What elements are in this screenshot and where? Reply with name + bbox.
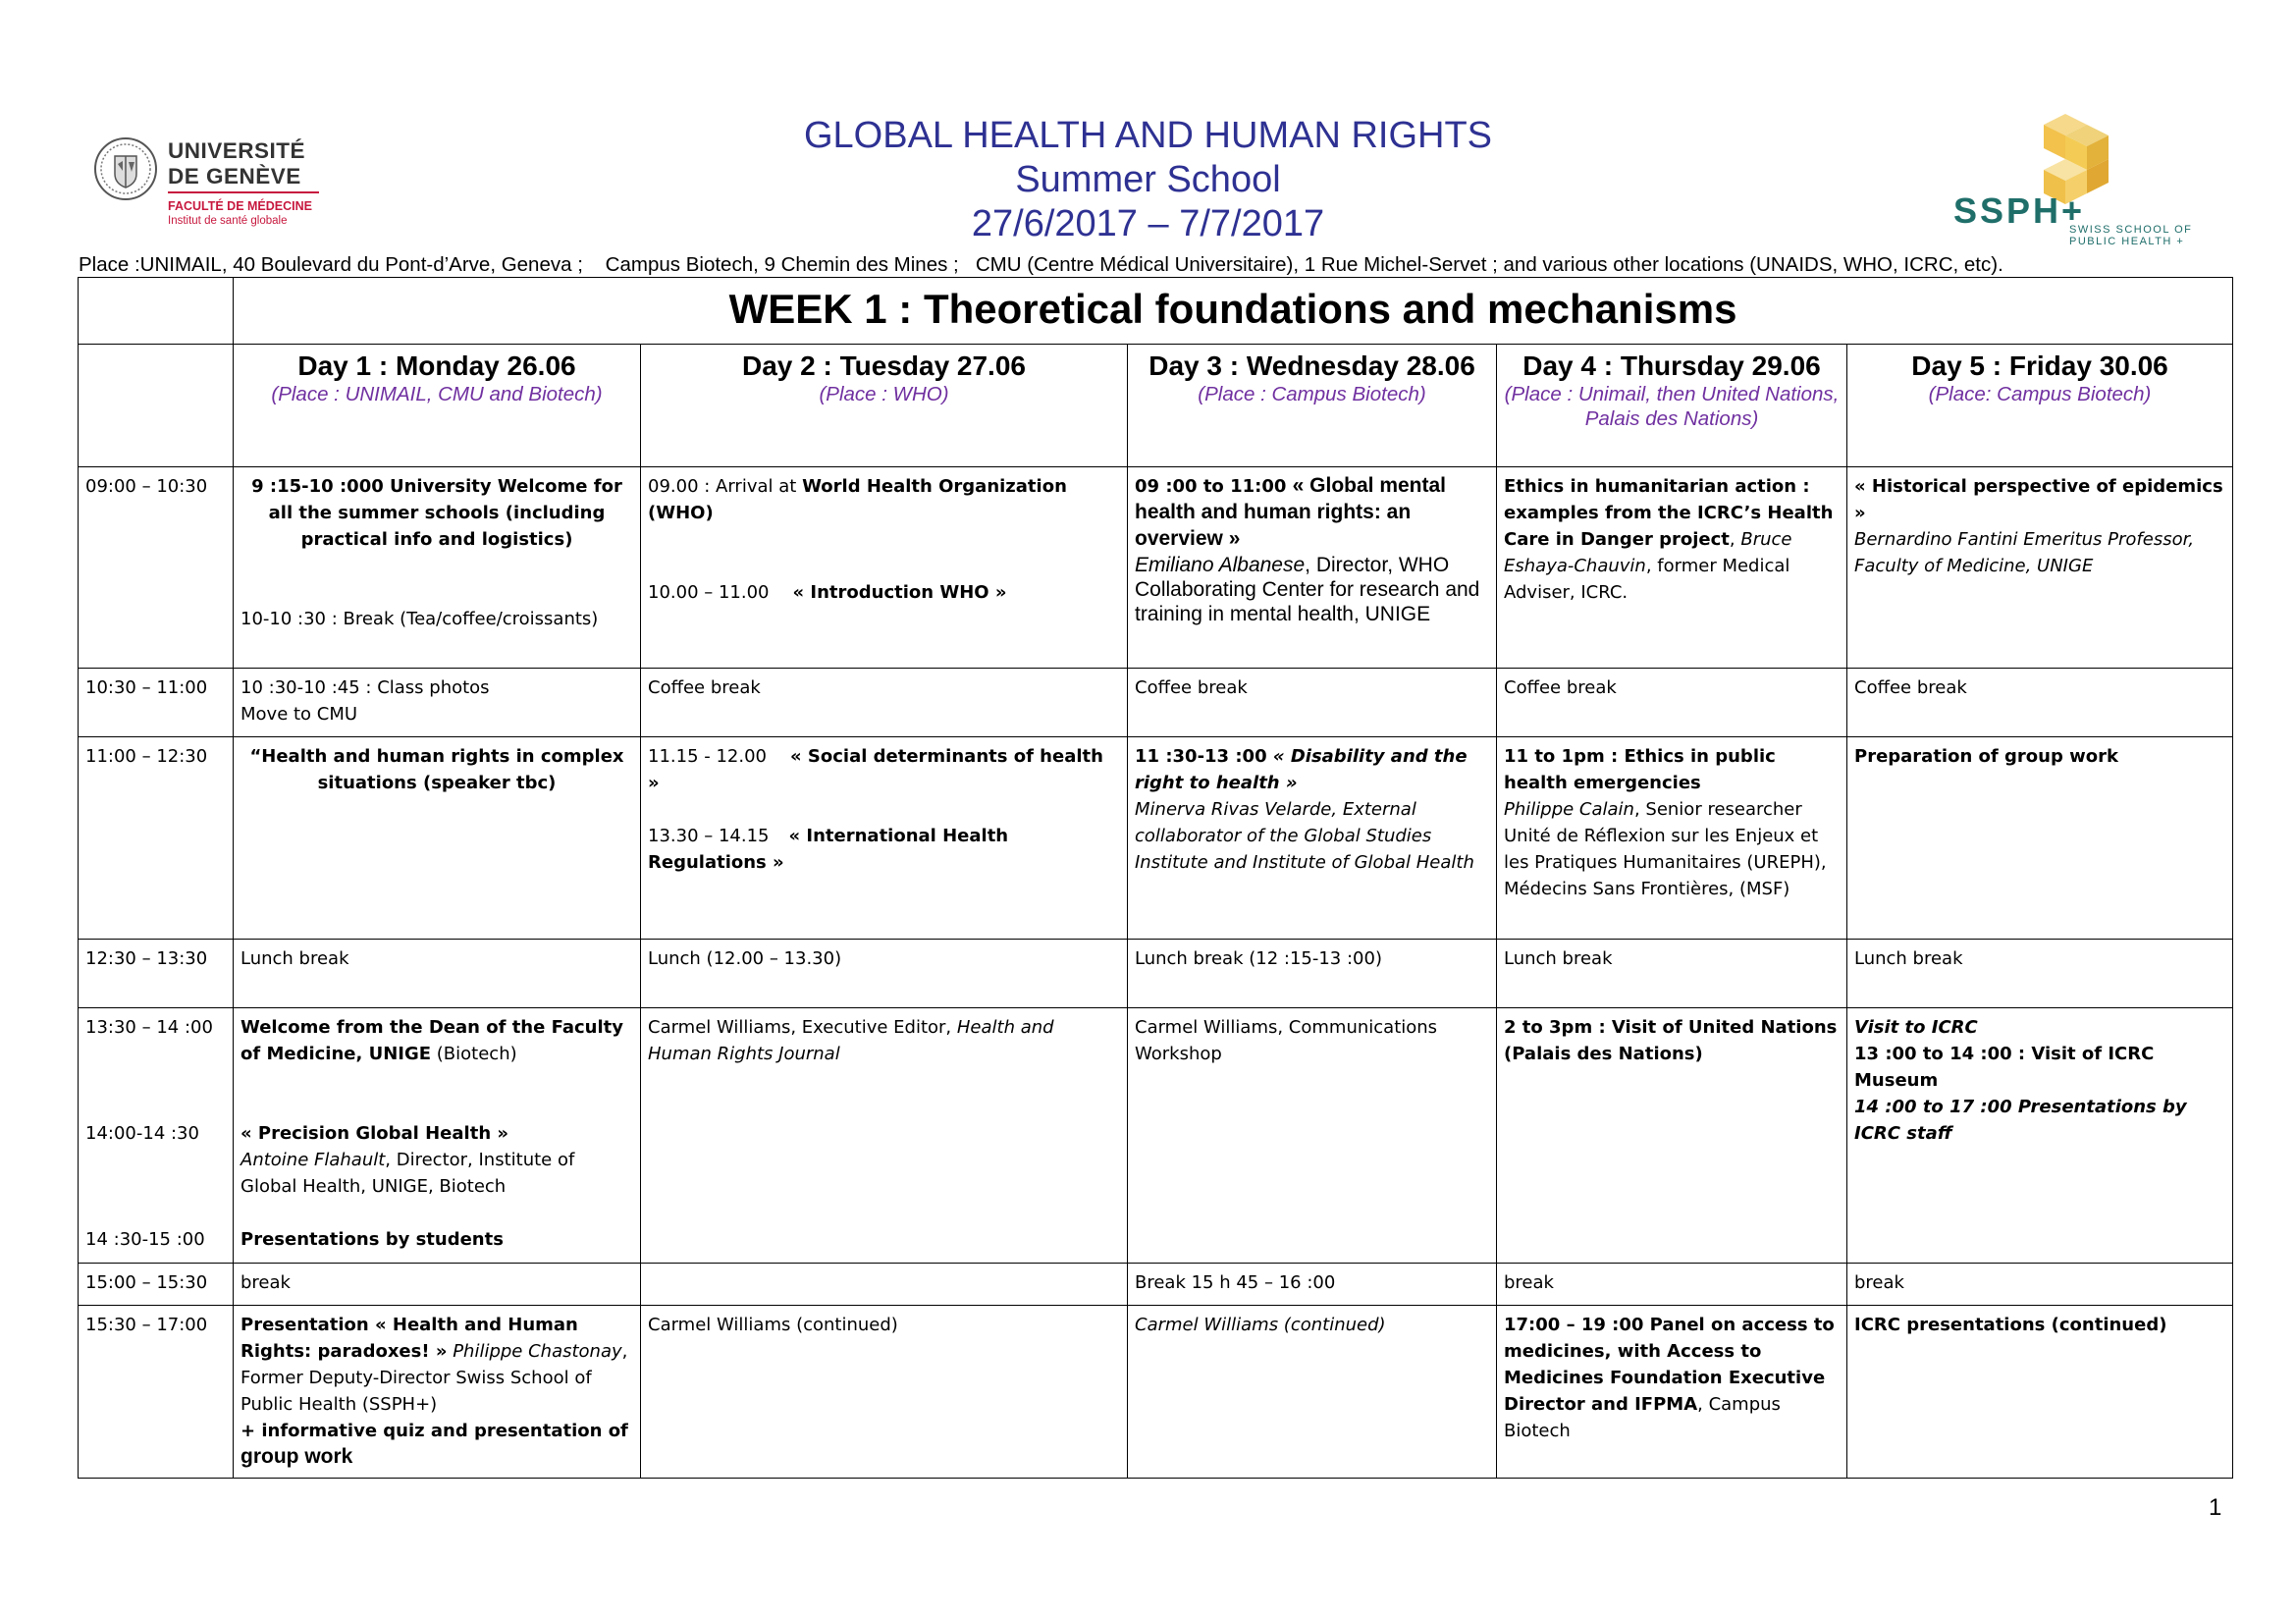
- session-title: Visit to ICRC: [1854, 1017, 1978, 1038]
- day-header-1: [234, 345, 641, 467]
- page-dates: 27/6/2017 – 7/7/2017: [971, 203, 1325, 244]
- speaker-desc: Minerva Rivas Velarde, External collaborator of the Global Studies Institute and Institute of Global Health: [1135, 799, 1474, 873]
- session-cell: Lunch break: [1497, 940, 1847, 1008]
- day-title: Day 3 : Wednesday 28.06: [1148, 350, 1475, 381]
- session-text: Move to CMU: [240, 704, 358, 725]
- speaker-desc: Bernardino Fantini Emeritus Professor, Faculty of Medicine, UNIGE: [1854, 529, 2195, 576]
- session-text: 9 :15-10 :000 University Welcome for all the summer schools (including practical info and logistics): [251, 476, 622, 550]
- session-cell: Carmel Williams (continued): [1128, 1306, 1497, 1479]
- session-cell: Carmel Williams, Communications Workshop: [1128, 1008, 1497, 1264]
- place-line: Place :UNIMAIL, 40 Boulevard du Pont-d’Arve, Geneva ; Campus Biotech, 9 Chemin des Mines ; CMU (Centre Médical Universitaire), 1 Rue Michel-Servet ; and various other locations (UNAIDS, WHO, ICRC, etc).: [79, 253, 2003, 276]
- session-cell: [641, 467, 1128, 669]
- day-place: (Place : UNIMAIL, CMU and Biotech): [271, 383, 603, 405]
- journal-name: Health and Human Rights Journal: [648, 1017, 1054, 1064]
- day-header-row: [79, 345, 2233, 467]
- session-line: [1135, 743, 1489, 796]
- speaker-name: Antoine Flahault: [240, 1150, 386, 1170]
- session-title: « Disability and the right to health »: [1135, 746, 1468, 793]
- day-header-5: [1847, 345, 2233, 467]
- session-cell: [641, 1264, 1128, 1306]
- day-place: (Place: Campus Biotech): [1928, 383, 2152, 405]
- session-text: 14 :00 to 17 :00 Presentations by ICRC staff: [1854, 1097, 2187, 1144]
- session-time: 09 :00 to 11:00: [1135, 476, 1293, 497]
- day-place: (Place : WHO): [819, 383, 949, 405]
- session-title: « Precision Global Health »: [240, 1123, 509, 1144]
- schedule-row: [79, 669, 2233, 737]
- session-place: (Biotech): [431, 1044, 517, 1064]
- session-line: [240, 1147, 633, 1200]
- session-title: « Introduction WHO »: [792, 582, 1007, 603]
- day-header-4: [1497, 345, 1847, 467]
- session-cell: [1847, 737, 2233, 940]
- session-cell: Lunch break: [1847, 940, 2233, 1008]
- session-cell: [234, 1306, 641, 1479]
- session-title: Ethics in humanitarian action : examples from the ICRC’s Health Care in Danger project: [1504, 476, 1834, 550]
- time-cell: 12:30 – 13:30: [79, 940, 234, 1008]
- session-title: « Historical perspective of epidemics »: [1854, 476, 2223, 523]
- schedule-row: [79, 940, 2233, 1008]
- session-cell: [1847, 1008, 2233, 1264]
- speaker-desc: , Senior researcher Unité de Réflexion sur les Enjeux et les Pratiques Humanitaires (UREPH), Médecins Sans Frontières, (MSF): [1504, 799, 1827, 899]
- session-title: « Social determinants of health »: [648, 746, 1103, 793]
- session-text: 13 :00 to 14 :00 : Visit of ICRC Museum: [1854, 1044, 2155, 1091]
- session-line: [1135, 473, 1489, 553]
- day-header-corner: [79, 345, 234, 467]
- session-cell: [1497, 737, 1847, 940]
- session-cell: [1497, 1306, 1847, 1479]
- week-row: [79, 278, 2233, 345]
- session-title: « Global mental health and human rights: an overview »: [1135, 474, 1447, 550]
- page-number: 1: [2209, 1494, 2222, 1521]
- session-time: 11.15 - 12.00: [648, 746, 767, 767]
- day-title: Day 2 : Tuesday 27.06: [742, 350, 1026, 381]
- session-cell: Lunch break (12 :15-13 :00): [1128, 940, 1497, 1008]
- session-cell: break: [1847, 1264, 2233, 1306]
- schedule-table: [78, 277, 2233, 1479]
- title-block: [0, 114, 2296, 246]
- time-cell: 15:00 – 15:30: [79, 1264, 234, 1306]
- session-time: 09.00 : Arrival at: [648, 476, 803, 497]
- week-title: WEEK 1 : Theoretical foundations and mechanisms: [234, 278, 2233, 345]
- session-line: [240, 1312, 633, 1418]
- session-title: 17:00 – 19 :00 Panel on access to medicines, with Access to Medicines Foundation Executive Director and IFPMA: [1504, 1315, 1835, 1415]
- session-line: [240, 1014, 633, 1067]
- session-title: 11 to 1pm : Ethics in public health emergencies: [1504, 746, 1776, 793]
- session-text: 10-10 :30 : Break (Tea/coffee/croissants): [240, 609, 599, 629]
- ssph-name: SSPH+: [1953, 190, 2086, 231]
- unige-institute: Institut de santé globale: [168, 215, 288, 227]
- session-line: [648, 743, 1120, 796]
- day-header-2: [641, 345, 1128, 467]
- session-cell: Coffee break: [641, 669, 1128, 737]
- session-line: [1504, 473, 1840, 606]
- session-title: Welcome from the Dean of the Faculty of Medicine, UNIGE: [240, 1017, 623, 1064]
- time-cell: 11:00 – 12:30: [79, 737, 234, 940]
- speaker-desc: , Director, WHO Collaborating Center for research and training in mental health, UNIGE: [1135, 554, 1480, 625]
- week-corner-cell: [79, 278, 234, 345]
- session-cell: [234, 737, 641, 940]
- session-line: [1504, 796, 1840, 902]
- time-cell: [79, 1008, 234, 1264]
- session-cell: [234, 467, 641, 669]
- session-line: [648, 823, 1120, 876]
- session-cell: [1847, 467, 2233, 669]
- day-place: (Place : Campus Biotech): [1198, 383, 1426, 405]
- speaker-name: Philippe Chastonay: [447, 1341, 622, 1362]
- speaker-name: Philippe Calain: [1504, 799, 1634, 820]
- session-title: ICRC presentations (continued): [1854, 1315, 2167, 1335]
- unige-name-line1: UNIVERSITÉ: [168, 138, 306, 163]
- time-text: 14 :30-15 :00: [85, 1229, 205, 1250]
- session-cell: [641, 1008, 1128, 1264]
- speaker-desc: , former Medical Adviser, ICRC.: [1504, 556, 1790, 603]
- session-cell: [1128, 737, 1497, 940]
- speaker-desc: , Director, Institute of Global Health, UNIGE, Biotech: [240, 1150, 575, 1197]
- session-title: Presentations by students: [240, 1229, 504, 1250]
- speaker-desc: , Former Deputy-Director Swiss School of Public Health (SSPH+): [240, 1341, 628, 1415]
- time-cell: 09:00 – 10:30: [79, 467, 234, 669]
- day-title: Day 5 : Friday 30.06: [1911, 350, 2168, 381]
- session-line: [648, 1014, 1120, 1067]
- session-title: « International Health Regulations »: [648, 826, 1009, 873]
- session-cell: break: [1497, 1264, 1847, 1306]
- session-title: 2 to 3pm : Visit of United Nations (Palais des Nations): [1504, 1017, 1838, 1064]
- time-text: 14:00-14 :30: [85, 1123, 199, 1144]
- session-text: 10 :30-10 :45 : Class photos: [240, 677, 490, 698]
- page-title: GLOBAL HEALTH AND HUMAN RIGHTS: [803, 115, 1492, 156]
- day-title: Day 1 : Monday 26.06: [297, 350, 576, 381]
- session-cell: Break 15 h 45 – 16 :00: [1128, 1264, 1497, 1306]
- schedule-row: [79, 1306, 2233, 1479]
- session-cell: Coffee break: [1847, 669, 2233, 737]
- schedule-row: [79, 737, 2233, 940]
- day-place: (Place : Unimail, then United Nations, Palais des Nations): [1504, 383, 1840, 430]
- session-place: , Campus Biotech: [1504, 1394, 1781, 1441]
- schedule-row: [79, 1264, 2233, 1306]
- ssph-subtitle: SWISS SCHOOL OF PUBLIC HEALTH +: [2069, 224, 2193, 247]
- unige-name-line2: DE GENÈVE: [168, 164, 301, 189]
- session-line: [648, 473, 1120, 526]
- schedule-row: [79, 467, 2233, 669]
- day-title: Day 4 : Thursday 29.06: [1522, 350, 1821, 381]
- session-time: 10.00 – 11.00: [648, 582, 770, 603]
- page-subtitle: Summer School: [1015, 159, 1281, 200]
- session-text: + informative quiz and presentation of: [240, 1421, 628, 1441]
- time-cell: 15:30 – 17:00: [79, 1306, 234, 1479]
- session-cell: Lunch (12.00 – 13.30): [641, 940, 1128, 1008]
- time-cell: 10:30 – 11:00: [79, 669, 234, 737]
- session-cell: [641, 737, 1128, 940]
- speaker-desc: Carmel Williams, Executive Editor,: [648, 1017, 957, 1038]
- separator: ,: [1729, 529, 1741, 550]
- session-cell: [1128, 467, 1497, 669]
- session-line: [1504, 1312, 1840, 1444]
- session-cell: [1497, 1008, 1847, 1264]
- session-line: [1135, 553, 1489, 626]
- session-cell: break: [234, 1264, 641, 1306]
- session-line: [648, 579, 1120, 606]
- session-cell: [234, 1008, 641, 1264]
- session-cell: [1847, 1306, 2233, 1479]
- session-cell: Lunch break: [234, 940, 641, 1008]
- speaker-name: Emiliano Albanese: [1135, 554, 1306, 576]
- session-time: 13.30 – 14.15: [648, 826, 770, 846]
- session-title: Presentation « Health and Human Rights: paradoxes! »: [240, 1315, 578, 1362]
- session-cell: Carmel Williams (continued): [641, 1306, 1128, 1479]
- session-cell: Coffee break: [1128, 669, 1497, 737]
- session-cell: [1497, 467, 1847, 669]
- session-time: 11 :30-13 :00: [1135, 746, 1273, 767]
- session-title: Preparation of group work: [1854, 746, 2118, 767]
- day-header-3: [1128, 345, 1497, 467]
- unige-faculty: FACULTÉ DE MÉDECINE: [168, 199, 312, 213]
- session-text: group work: [240, 1445, 353, 1468]
- session-cell: Coffee break: [1497, 669, 1847, 737]
- session-cell: [234, 669, 641, 737]
- session-title: World Health Organization (WHO): [648, 476, 1067, 523]
- speaker-name: Bruce Eshaya-Chauvin: [1504, 529, 1792, 576]
- schedule-row: [79, 1008, 2233, 1264]
- time-text: 13:30 – 14 :00: [85, 1017, 213, 1038]
- session-title: “Health and human rights in complex situations (speaker tbc): [249, 746, 624, 793]
